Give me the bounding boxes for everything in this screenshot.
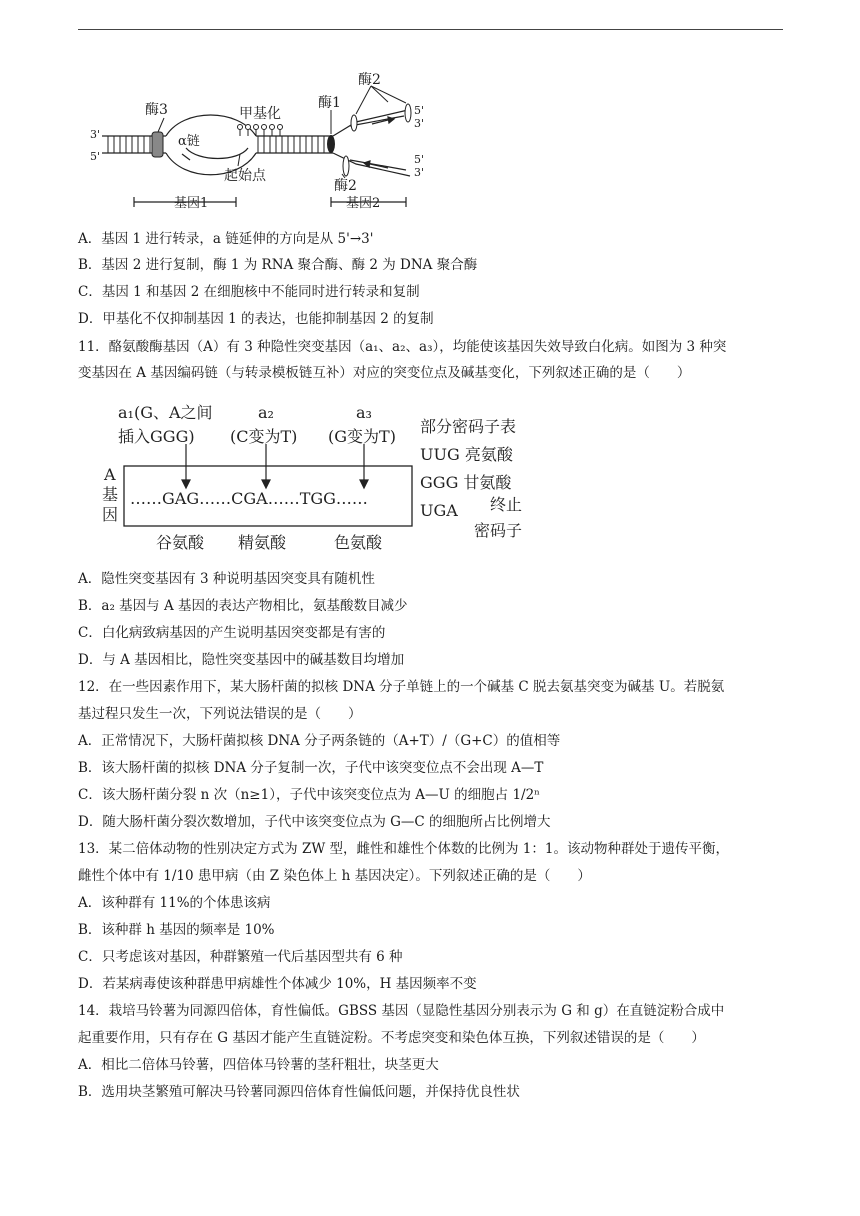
q11-option-a: A．隐性突变基因有 3 种说明基因突变具有随机性 [78,571,375,587]
end-label: 3' [414,166,425,179]
enzyme1-label: 酶1 [318,95,341,111]
q11-option-c: C．白化病致病基因的产生说明基因突变都是有害的 [78,625,386,641]
enzyme2-bottom-label: 酶2 [334,178,357,194]
q14-stem-line2: 起重要作用，只有存在 G 基因才能产生直链淀粉。不考虑突变和染色体互换，下列叙述错误的是（ ） [78,1030,705,1046]
codon-row: 终止 [490,495,523,514]
q13-stem-line1: 13．某二倍体动物的性别决定方式为 ZW 型，雌性和雄性个体数的比例为 1：1。该动物种群处于遗传平衡， [78,841,729,857]
q10-option-b: B．基因 2 进行复制，酶 1 为 RNA 聚合酶、酶 2 为 DNA 聚合酶 [78,257,478,273]
amino-acid-label: 色氨酸 [334,533,383,552]
enzyme2-top-label: 酶2 [358,72,381,88]
q12-option-a: A．正常情况下，大肠杆菌拟核 DNA 分子两条链的（A+T）/（G+C）的值相等 [78,733,561,749]
codon-table-title: 部分密码子表 [420,417,517,436]
methylation-label: 甲基化 [239,106,281,122]
q13-option-c: C．只考虑该对基因，种群繁殖一代后基因型共有 6 种 [78,949,403,965]
gene-label: 因 [102,505,119,524]
end-label: 3' [414,117,425,130]
end-label: 5' [414,104,425,117]
q13-option-a: A．该种群有 11%的个体患该病 [78,895,271,911]
a1-label: a₁(G、A之间 [118,403,213,422]
a1-change: 插入GGG) [118,427,195,446]
amino-acid-label: 精氨酸 [238,533,287,552]
enzyme3-label: 酶3 [145,102,168,118]
a2-label: a₂ [258,403,274,422]
gene2-label: 基因2 [346,196,381,211]
q11-option-b: B．a₂ 基因与 A 基因的表达产物相比，氨基酸数目减少 [78,598,408,614]
origin-label: 起始点 [224,168,266,184]
q10-option-a: A．基因 1 进行转录，a 链延伸的方向是从 5'→3' [78,231,374,247]
mutation-figure [98,398,548,558]
amino-acid-label: 谷氨酸 [156,533,205,552]
a2-change: (C变为T) [230,427,298,446]
q10-option-c: C．基因 1 和基因 2 在细胞核中不能同时进行转录和复制 [78,284,420,300]
q14-stem-line1: 14．栽培马铃薯为同源四倍体，育性偏低。GBSS 基因（显隐性基因分别表示为 G 和 g）在直链淀粉合成中 [78,1003,725,1019]
codon-row: GGG 甘氨酸 [420,473,512,492]
codon-row: UGA [420,501,458,520]
end-label: 3' [90,128,101,141]
a3-change: (G变为T) [328,427,396,446]
q12-option-d: D．随大肠杆菌分裂次数增加，子代中该突变位点为 G—C 的细胞所占比例增大 [78,814,551,830]
coding-sequence: ……GAG……CGA……TGG…… [130,489,368,508]
a3-label: a₃ [356,403,372,422]
q10-option-d: D．甲基化不仅抑制基因 1 的表达，也能抑制基因 2 的复制 [78,311,434,327]
q14-option-a: A．相比二倍体马铃薯，四倍体马铃薯的茎秆粗壮，块茎更大 [78,1057,439,1073]
dna-diagram-figure [88,70,433,215]
q11-option-d: D．与 A 基因相比，隐性突变基因中的碱基数目均增加 [78,652,405,668]
q13-option-d: D．若某病毒使该种群患甲病雄性个体减少 10%，H 基因频率不变 [78,976,477,992]
header-rule [78,29,783,30]
alpha-chain-label: α链 [178,134,200,149]
codon-row: UUG 亮氨酸 [420,445,513,464]
q11-stem-line1: 11．酪氨酸酶基因（A）有 3 种隐性突变基因（a₁、a₂、a₃），均能使该基因失效导致白化病。如图为 3 种突 [78,339,727,355]
q11-stem-line2: 变基因在 A 基因编码链（与转录模板链互补）对应的突变位点及碱基变化，下列叙述正确的是（ ） [78,365,691,381]
q13-stem-line2: 雌性个体中有 1/10 患甲病（由 Z 染色体上 h 基因决定）。下列叙述正确的是（ ） [78,868,591,884]
end-label: 5' [414,153,425,166]
codon-row: 密码子 [474,521,523,540]
q12-option-b: B．该大肠杆菌的拟核 DNA 分子复制一次，子代中该突变位点不会出现 A—T [78,760,544,776]
q13-option-b: B．该种群 h 基因的频率是 10% [78,922,275,938]
gene-label: 基 [102,485,119,504]
q12-option-c: C．该大肠杆菌分裂 n 次（n≥1），子代中该突变位点为 A—U 的细胞占 1/2ⁿ [78,787,541,803]
gene1-label: 基因1 [174,196,209,211]
q14-option-b: B．选用块茎繁殖可解决马铃薯同源四倍体育性偏低问题，并保持优良性状 [78,1084,520,1100]
q12-stem-line2: 基过程只发生一次，下列说法错误的是（ ） [78,706,362,722]
end-label: 5' [90,150,101,163]
gene-label: A [104,465,116,484]
q12-stem-line1: 12．在一些因素作用下，某大肠杆菌的拟核 DNA 分子单链上的一个碱基 C 脱去氨基突变为碱基 U。若脱氨 [78,679,725,695]
